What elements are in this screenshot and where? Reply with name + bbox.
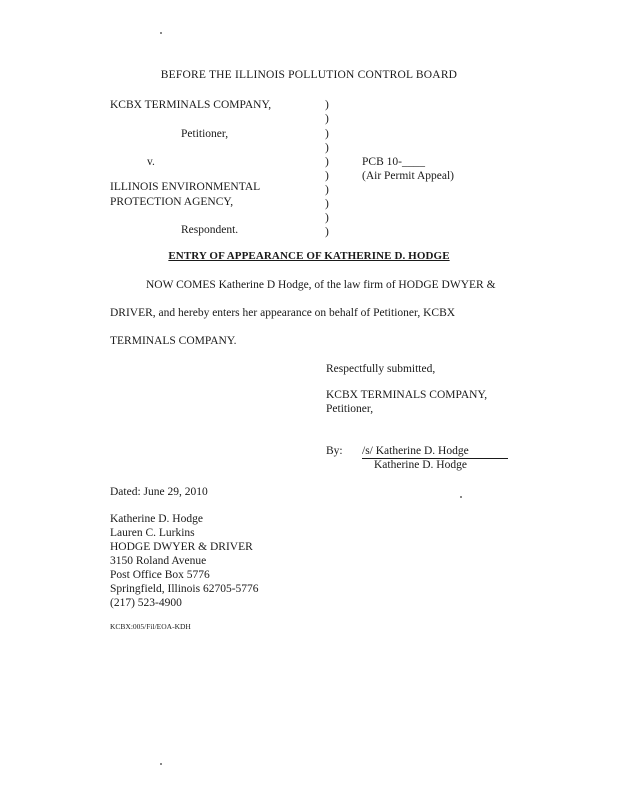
petitioner-role: Petitioner, bbox=[181, 128, 229, 140]
scan-speck bbox=[160, 32, 162, 34]
caption-paren: ) bbox=[325, 99, 329, 111]
body-line-2: DRIVER, and hereby enters her appearance on behalf of Petitioner, KCBX bbox=[110, 307, 456, 319]
signature: /s/ Katherine D. Hodge bbox=[362, 446, 508, 459]
scan-speck bbox=[160, 763, 162, 765]
caption-paren: ) bbox=[325, 156, 329, 168]
caption-paren: ) bbox=[325, 198, 329, 210]
counsel-line: Lauren C. Lurkins bbox=[110, 527, 195, 539]
printed-name: Katherine D. Hodge bbox=[374, 459, 467, 471]
caption-paren: ) bbox=[325, 226, 329, 238]
counsel-line: (217) 523-4900 bbox=[110, 597, 182, 609]
case-type: (Air Permit Appeal) bbox=[362, 170, 454, 182]
respondent-role: Respondent. bbox=[181, 224, 239, 236]
respondent-name-line2: PROTECTION AGENCY, bbox=[110, 196, 234, 208]
caption-paren: ) bbox=[325, 170, 329, 182]
dated-line: Dated: June 29, 2010 bbox=[110, 486, 208, 498]
respondent-name-line1: ILLINOIS ENVIRONMENTAL bbox=[110, 181, 261, 193]
versus: v. bbox=[147, 156, 155, 168]
counsel-line: HODGE DWYER & DRIVER bbox=[110, 541, 253, 553]
scan-speck bbox=[460, 496, 462, 498]
body-line-1: NOW COMES Katherine D Hodge, of the law firm of HODGE DWYER & bbox=[146, 279, 496, 291]
by-label: By: bbox=[326, 445, 343, 457]
case-number: PCB 10-____ bbox=[362, 156, 425, 168]
counsel-line: 3150 Roland Avenue bbox=[110, 555, 207, 567]
caption-paren: ) bbox=[325, 113, 329, 125]
closing: Respectfully submitted, bbox=[326, 363, 436, 375]
petitioner-name: KCBX TERMINALS COMPANY, bbox=[110, 99, 272, 111]
counsel-line: Post Office Box 5776 bbox=[110, 569, 210, 581]
body-line-3: TERMINALS COMPANY. bbox=[110, 335, 237, 347]
document-heading: ENTRY OF APPEARANCE OF KATHERINE D. HODGE bbox=[168, 250, 450, 262]
document-code: KCBX:005/Fil/EOA-KDH bbox=[110, 622, 191, 631]
board-title: BEFORE THE ILLINOIS POLLUTION CONTROL BOARD bbox=[160, 69, 458, 81]
caption-paren: ) bbox=[325, 128, 329, 140]
caption-paren: ) bbox=[325, 142, 329, 154]
counsel-line: Springfield, Illinois 62705-5776 bbox=[110, 583, 259, 595]
counsel-line: Katherine D. Hodge bbox=[110, 513, 203, 525]
caption-paren: ) bbox=[325, 184, 329, 196]
caption-paren: ) bbox=[325, 212, 329, 224]
signature-role: Petitioner, bbox=[326, 403, 374, 415]
signature-company: KCBX TERMINALS COMPANY, bbox=[326, 389, 488, 401]
signature-line bbox=[362, 446, 508, 459]
